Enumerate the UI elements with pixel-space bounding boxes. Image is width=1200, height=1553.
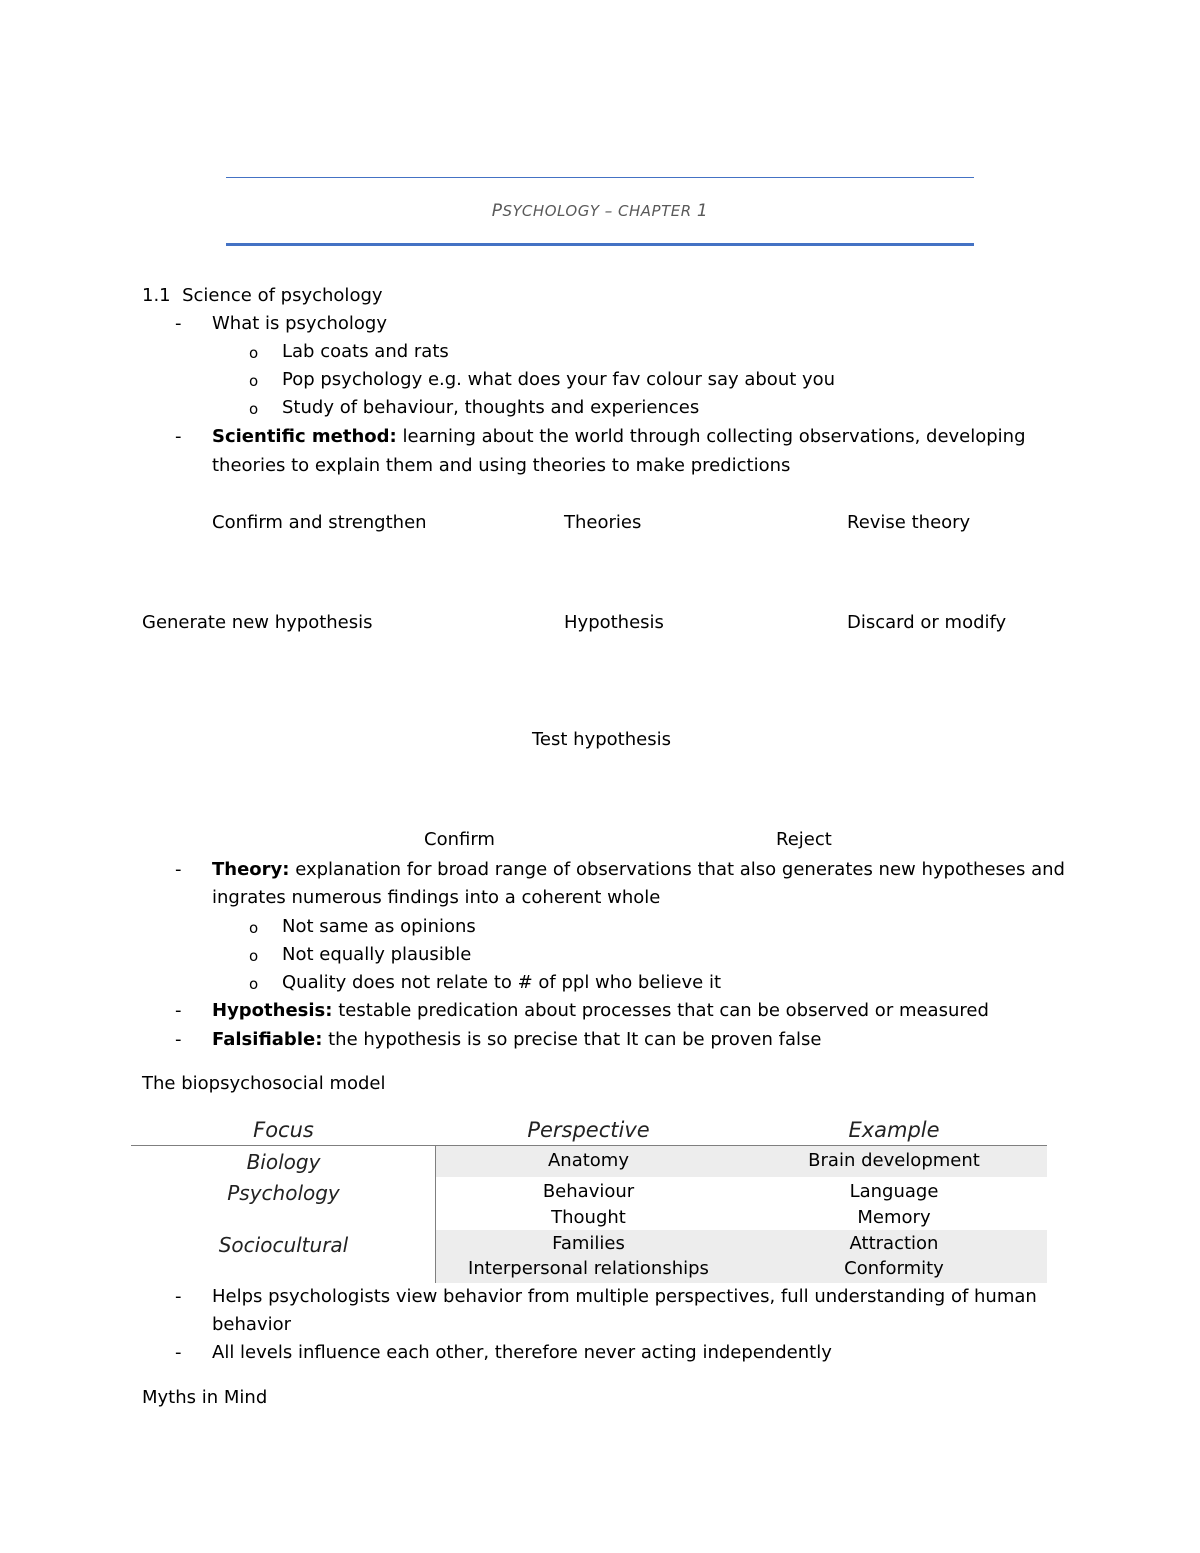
dash-bullet: - <box>175 1342 182 1363</box>
scientific-method-term: Scientific method: <box>212 426 397 447</box>
table-cell: Behaviour <box>542 1181 635 1202</box>
dash-bullet: - <box>175 313 182 334</box>
myths-heading: Myths in Mind <box>142 1387 268 1408</box>
hypothesis-term: Hypothesis: <box>212 1000 333 1021</box>
circle-bullet: o <box>249 344 259 362</box>
table-cell: Conformity <box>844 1258 944 1279</box>
table-cell: Interpersonal relationships <box>468 1258 709 1279</box>
diagram-discard-modify: Discard or modify <box>847 612 1007 633</box>
table-focus-psychology: Psychology <box>227 1181 340 1205</box>
diagram-test-hypothesis: Test hypothesis <box>532 729 671 750</box>
biopsychosocial-point-1-cont: behavior <box>212 1314 292 1335</box>
circle-bullet: o <box>249 372 259 390</box>
diagram-revise-theory: Revise theory <box>847 512 971 533</box>
title-first-letter: P <box>491 201 503 221</box>
falsifiable-text: the hypothesis is so precise that It can be proven false <box>322 1029 822 1050</box>
title-subject: SYCHOLOGY <box>502 202 600 220</box>
dash-bullet: - <box>175 1286 182 1307</box>
header-rule-bottom <box>226 243 974 246</box>
header-rule-top <box>226 177 974 178</box>
section-heading <box>142 285 383 307</box>
theory-text: explanation for broad range of observations that also generates new hypotheses and <box>289 859 1065 880</box>
table-cell: Anatomy <box>547 1150 629 1171</box>
dash-bullet: - <box>175 426 182 447</box>
list-item: Quality does not relate to # of ppl who believe it <box>282 972 722 993</box>
circle-bullet: o <box>249 947 259 965</box>
title-chapter-number: 1 <box>696 201 709 221</box>
diagram-hypothesis: Hypothesis <box>564 612 664 633</box>
theory-definition <box>212 859 1065 881</box>
circle-bullet: o <box>249 400 259 418</box>
biopsychosocial-point-1: Helps psychologists view behavior from multiple perspectives, full understanding of human <box>212 1286 1037 1307</box>
scientific-method-definition <box>212 426 1026 448</box>
table-header-example: Example <box>848 1118 940 1142</box>
falsifiable-term: Falsifiable: <box>212 1029 323 1050</box>
theory-term: Theory: <box>212 859 290 880</box>
table-cell: Families <box>552 1233 625 1254</box>
list-item: Not same as opinions <box>282 916 476 937</box>
table-focus-biology: Biology <box>246 1150 321 1174</box>
circle-bullet: o <box>249 919 259 937</box>
dash-bullet: - <box>175 859 182 880</box>
hypothesis-definition <box>212 1000 989 1022</box>
table-header-perspective: Perspective <box>527 1118 650 1142</box>
title-chapter: CHAPTER <box>618 202 697 220</box>
dash-bullet: - <box>175 1000 182 1021</box>
table-cell: Attraction <box>849 1233 939 1254</box>
scientific-method-text-cont: theories to explain them and using theories to make predictions <box>212 455 791 476</box>
section-title: Science of psychology <box>182 285 383 306</box>
section-number: 1.1 <box>142 285 171 306</box>
diagram-reject: Reject <box>776 829 832 850</box>
page-title <box>226 201 974 221</box>
table-cell: Brain development <box>808 1150 980 1171</box>
diagram-generate-new-hypothesis: Generate new hypothesis <box>142 612 373 633</box>
title-separator: – <box>599 202 619 220</box>
biopsychosocial-heading: The biopsychosocial model <box>142 1073 386 1094</box>
circle-bullet: o <box>249 975 259 993</box>
dash-bullet: - <box>175 1029 182 1050</box>
hypothesis-text: testable predication about processes that can be observed or measured <box>332 1000 989 1021</box>
table-focus-sociocultural: Sociocultural <box>218 1233 349 1257</box>
table-cell: Thought <box>551 1207 626 1228</box>
diagram-theories: Theories <box>564 512 642 533</box>
list-item: Lab coats and rats <box>282 341 449 362</box>
biopsychosocial-point-2: All levels influence each other, therefore never acting independently <box>212 1342 832 1363</box>
scientific-method-text: learning about the world through collecting observations, developing <box>396 426 1026 447</box>
list-item: Pop psychology e.g. what does your fav colour say about you <box>282 369 836 390</box>
list-item: Study of behaviour, thoughts and experiences <box>282 397 700 418</box>
list-item: Not equally plausible <box>282 944 472 965</box>
table-header-focus: Focus <box>253 1118 314 1142</box>
what-is-psychology: What is psychology <box>212 313 387 334</box>
diagram-confirm-strengthen: Confirm and strengthen <box>212 512 427 533</box>
table-cell: Memory <box>857 1207 931 1228</box>
table-cell: Language <box>849 1181 939 1202</box>
falsifiable-definition <box>212 1029 821 1051</box>
diagram-confirm: Confirm <box>424 829 495 850</box>
theory-text-cont: ingrates numerous findings into a coherent whole <box>212 887 661 908</box>
